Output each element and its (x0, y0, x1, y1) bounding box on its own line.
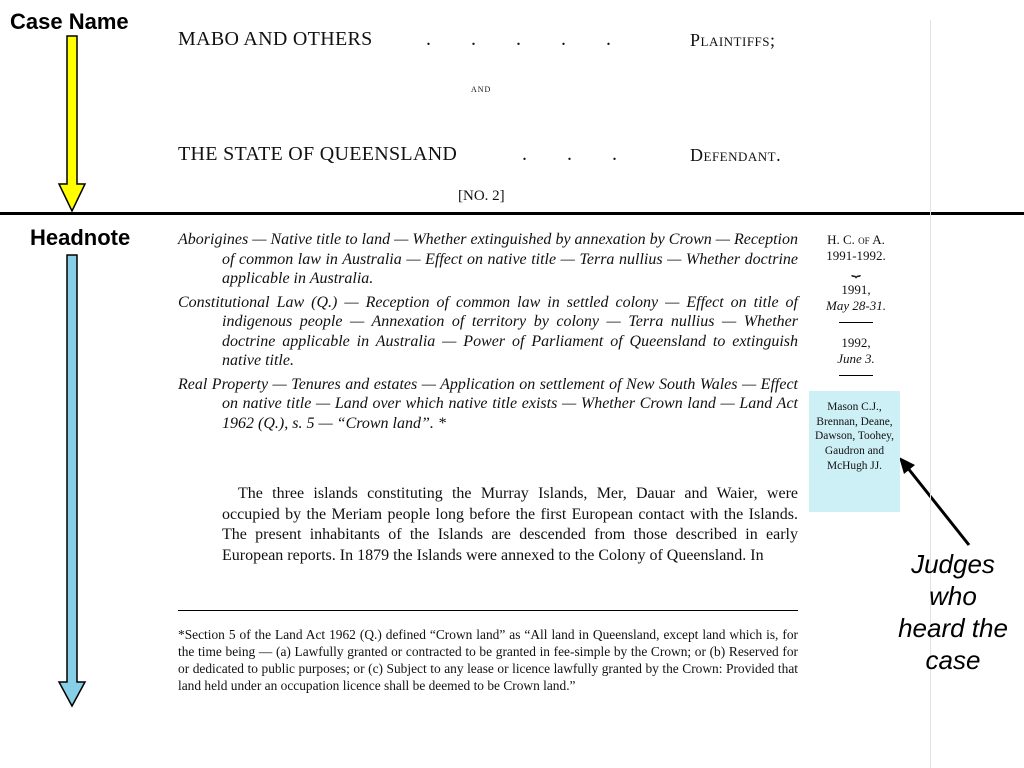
defendant-name: THE STATE OF QUEENSLAND (178, 143, 458, 165)
case-number: [NO. 2] (458, 188, 505, 204)
facts-paragraph: The three islands constituting the Murray Islands, Mer, Dauar and Waier, were occupied by the Meriam people long before the first European contact with the Islands. The present inhabitants of the Islands are descended from those described in early European reports. In 1879 the Islands were annexed to the Colony of Queensland. In (222, 485, 798, 564)
defendant-role: Defendant. (690, 145, 782, 165)
headnote-paragraph: Aborigines — Native title to land — Whether extinguished by annexation by Crown — Reception of common law in Australia — Effect on native title — Terra nullius — Whether doctrine applicable in Australia. (178, 231, 798, 287)
headnote-label: Headnote (30, 225, 131, 250)
headnote-paragraph: Constitutional Law (Q.) — Reception of common law in settled colony — Effect on title of indigenous people — Annexation of territory by colony — Terra nullius — Whether doctrine applicable in Australia — Power of Parliament of Queensland to extinguish native title. (178, 293, 798, 369)
headnote-arrow (59, 255, 85, 706)
decision-year: 1992, (841, 335, 871, 350)
margin-info (810, 232, 902, 380)
defendant-leader-dots: ... (522, 143, 657, 165)
judges-pointer-line (907, 467, 969, 545)
margin-rule (839, 375, 873, 376)
case-name-label: Case Name (10, 9, 129, 34)
plaintiff-leader-dots: ..... (426, 28, 651, 50)
headnote-text (178, 230, 798, 437)
court-years: 1991-1992. (826, 248, 886, 263)
decision-date: June 3. (837, 351, 875, 366)
footnote: *Section 5 of the Land Act 1962 (Q.) defined “Crown land” as “All land in Queensland, except land which is, for the time being — (a) Lawfully granted or contracted to be granted in fee-simple by the Crown; or (b) Reserved for or dedicated to public purposes; or (c) Subject to any lease or licence lawfully granted by the Crown: Provided that land held under an occupation licence shall be deemed to be Crown land.” (178, 627, 798, 693)
plaintiff-role: Plaintiffs; (690, 30, 776, 50)
footnote-rule (178, 610, 798, 611)
judges-callout-label: Judges who heard the case (898, 549, 1008, 675)
judges-list: Mason C.J., Brennan, Deane, Dawson, Toohey, Gaudron and McHugh JJ. (815, 401, 894, 472)
section-divider (0, 212, 1024, 215)
headnote-paragraph: Real Property — Tenures and estates — Application on settlement of New South Wales — Effect on native title — Land over which native title exists — Whether Crown land — Land Act 1962 (Q.), s. 5 — “Crown land”. * (178, 375, 798, 432)
hearing-dates: May 28-31. (826, 298, 886, 313)
and-separator: and (471, 81, 492, 95)
hearing-year: 1991, (841, 282, 871, 297)
judges-highlight (809, 391, 900, 512)
case-name-arrow (59, 36, 85, 211)
judges-pointer-arrowhead (899, 457, 915, 474)
brace-icon: ⏟ (851, 260, 861, 277)
plaintiff-name: MABO AND OTHERS (178, 28, 373, 50)
margin-rule (839, 322, 873, 323)
court-name: H. C. of A. (827, 232, 885, 247)
